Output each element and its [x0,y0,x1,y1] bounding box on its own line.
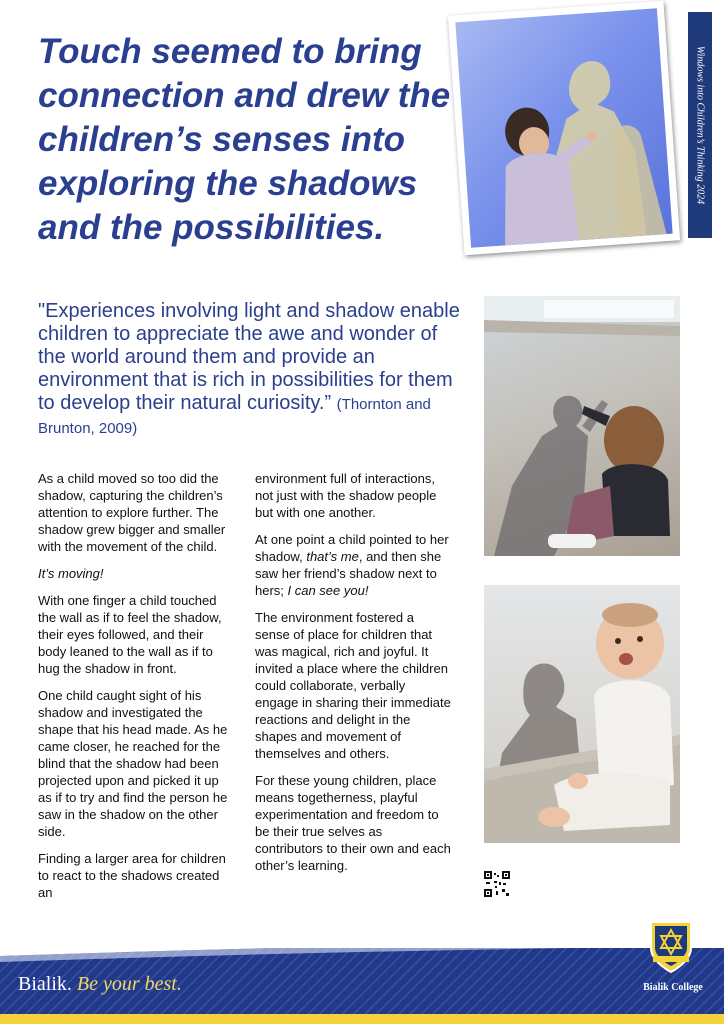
paragraph: At one point a child pointed to her shadow, that’s me, and then she saw her friend’s shadow next to hers; I can see you! [255,532,449,598]
quote [38,300,468,440]
paragraph: environment full of interactions, not just with the shadow people but with one another. [255,471,437,520]
paragraph: Finding a larger area for children to react to the shadows created an [38,851,226,900]
paragraph: The environment fostered a sense of place for children that was magical, rich and joyful. It invited a place where the children could collaborate, verbally engage in sharing their immediate reactions and delight in the shapes and movement of themselves and others. [255,610,451,761]
college-name: Bialik College [643,982,703,993]
paragraph: For these young children, place means togetherness, playful experimentation and freedom to be their true selves as contributors to their own and each other’s learning. [255,773,451,873]
photo-frame-child-blue-wall [448,1,680,255]
exclamation: It’s moving! [38,566,104,581]
photo-child-shadow-wall [484,296,680,556]
paragraph: With one finger a child touched the wall as if to feel the shadow, their eyes followed, and their body leaned to the wall as if to hug the shadow in front. [38,593,222,676]
quote-text: "Experiences involving light and shadow enable children to appreciate the awe and wonder of the world around them and provide an environment that is rich in possibilities for them to develop their natural curiosity.” [38,300,460,414]
paragraph: One child caught sight of his shadow and investigated the shape that his head made. As he came closer, he reached for the blind that the shadow had been projected upon and picked it up as if to try and find the person he saw in the shadow on the other side. [38,688,228,839]
qr-code[interactable] [484,871,510,897]
photo-baby-shadow [484,585,680,843]
headline: Touch seemed to bring connection and drew the children’s senses into exploring the shadows and the possibilities. [38,32,451,247]
college-crest-icon [648,918,694,974]
sidebar-title: Windows into Children’s Thinking 2024 [694,45,706,205]
body-column-1 [38,470,234,911]
quote-citation: (Thornton and Brunton, 2009) [38,396,431,437]
photo-child-blue-wall [455,8,672,248]
body-column-2 [255,470,451,884]
footer-tagline: Bialik. Be your best. [18,973,182,995]
paragraph: As a child moved so too did the shadow, capturing the children’s attention to explore further. The shadow grew bigger and smaller with the movement of the child. [38,471,226,554]
